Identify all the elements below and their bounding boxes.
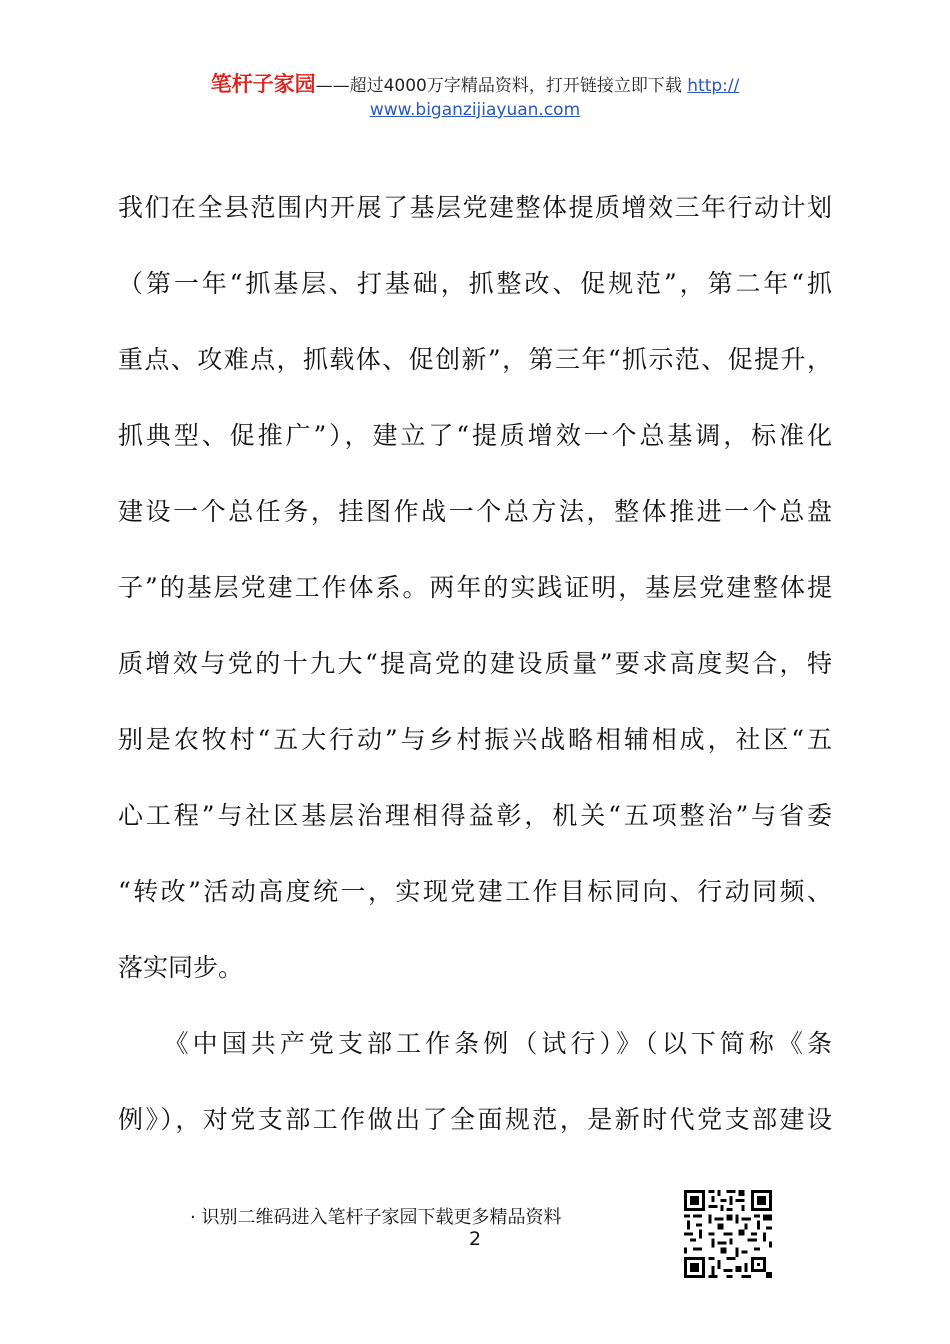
body-line: 子”的基层党建工作体系。两年的实践证明，基层党建整体提 xyxy=(118,573,832,602)
document-body xyxy=(118,188,832,1176)
qr-caption: · 识别二维码进入笔杆子家园下载更多精品资料 xyxy=(190,1207,562,1228)
body-line: 质增效与党的十九大“提高党的建设质量”要求高度契合，特 xyxy=(118,649,832,678)
body-line: 建设一个总任务，挂图作战一个总方法，整体推进一个总盘 xyxy=(118,497,832,526)
body-line: 抓典型、促推广”），建立了“提质增效一个总基调，标准化 xyxy=(118,421,832,450)
body-line: 重点、攻难点，抓载体、促创新”，第三年“抓示范、促提升， xyxy=(118,345,832,374)
body-line: “转改”活动高度统一，实现党建工作目标同向、行动同频、 xyxy=(118,877,832,906)
body-line: 《中国共产党支部工作条例（试行）》（以下简称《条 xyxy=(118,1029,832,1058)
header-line-1 xyxy=(0,72,950,98)
header-line-2 xyxy=(0,98,950,122)
body-line: 我们在全县范围内开展了基层党建整体提质增效三年行动计划 xyxy=(118,193,832,222)
body-line: （第一年“抓基层、打基础，抓整改、促规范”，第二年“抓 xyxy=(118,269,832,298)
body-line: 例》），对党支部工作做出了全面规范，是新时代党支部建设 xyxy=(118,1105,832,1134)
header-tagline: ——超过4000万字精品资料，打开链接立即下载 xyxy=(315,76,682,96)
page-header xyxy=(0,72,950,122)
header-link-part2[interactable]: www.biganzijiayuan.com xyxy=(369,100,581,120)
body-line: 心工程”与社区基层治理相得益彰，机关“五项整治”与省委 xyxy=(118,801,832,830)
header-link-part1[interactable]: http:// xyxy=(687,76,740,96)
body-line: 落实同步。 xyxy=(118,953,244,982)
body-line: 别是农牧村“五大行动”与乡村振兴战略相辅相成，社区“五 xyxy=(118,725,832,754)
page-number: 2 xyxy=(468,1228,482,1250)
brand-name: 笔杆子家园 xyxy=(210,72,316,96)
